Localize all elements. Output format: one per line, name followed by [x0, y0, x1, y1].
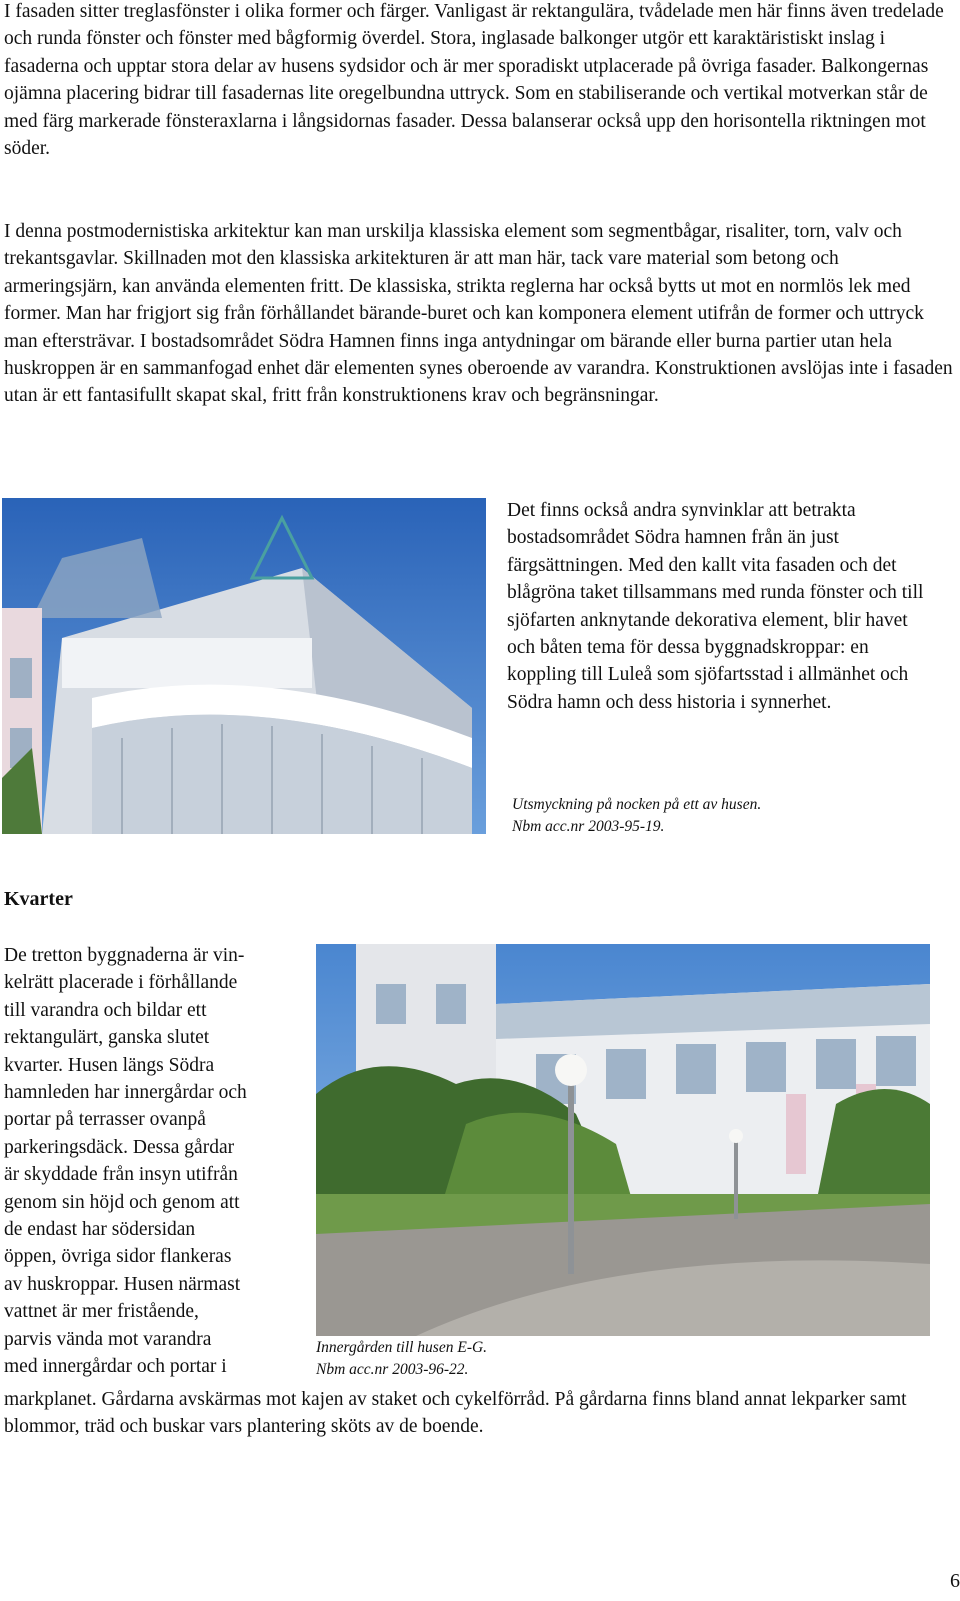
- text-line: portar på terrasser ovanpå: [4, 1109, 206, 1131]
- caption-title: Utsmyckning på nocken på ett av husen.: [512, 796, 762, 813]
- body-paragraph-continuation: markplanet. Gårdarna avskärmas mot kajen av staket och cykelförråd. På gårdarna finns bland annat lekparker samt blommor, träd och buskar vars plantering sköts av de boende.: [4, 1389, 907, 1438]
- text-line: kvarter. Husen längs Södra: [4, 1054, 215, 1076]
- caption-title: Innergården till husen E-G.: [316, 1339, 488, 1356]
- text-line: genom sin höjd och genom att: [4, 1191, 240, 1213]
- text-line: med innergårdar och portar i: [4, 1356, 227, 1378]
- photo-caption-courtyard: [316, 1337, 616, 1381]
- text-line: de endast har södersidan: [4, 1219, 196, 1241]
- courtyard-illustration: [316, 944, 930, 1336]
- body-paragraph-facade: I fasaden sitter treglasfönster i olika former och färger. Vanligast är rektangulära, tvådelade men här finns även tredelade och runda fönster och fönster med bågformig överdel. Stora, inglasade balkonger utgör ett karaktäristiskt inslag i fasaderna och upptar stora delar av husens sydsidor och är mer sporadiskt utplacerade på övriga fasader. Balkongernas ojämna placering bidrar till fasadernas lite oregelbundna uttryck. Som en stabiliserande och vertikal motverkan står de med färg markerade fönsteraxlarna i långsidornas fasader. Dessa balanserar också upp den horisontella riktningen mot söder.: [4, 1, 944, 160]
- text-line: av huskroppar. Husen närmast: [4, 1273, 241, 1295]
- body-paragraph-architecture: I denna postmodernistiska arkitektur kan man urskilja klassiska element som segmentbågar, risaliter, torn, valv och trekantsgavlar. Skillnaden mot den klassiska arkitekturen är att man här, tack vare material som betong och armeringsjärn, kan använda elementen fritt. De klassiska, strikta reglerna har också bytts ut mot en normlös lek med former. Man har frigjort sig från förhållandet bärande-buret och kan komponera element utifrån de former och uttryck man eftersträvar. I bostadsområdet Södra Hamnen finns inga antydningar om bärande eller burna partier utan hela huskroppen är en sammanfogad enhet där elementen synes oberoende av varandra. Konstruktionen avslöjas inte i fasaden utan är ett fantasifullt skapat skal, fritt från konstruktionens krav och begränsningar.: [4, 221, 953, 407]
- caption-accession: Nbm acc.nr 2003-95-19.: [512, 818, 665, 835]
- text-line: parvis vända mot varandra: [4, 1328, 212, 1350]
- text-line: är skyddade från insyn utifrån: [4, 1164, 238, 1186]
- caption-accession: Nbm acc.nr 2003-96-22.: [316, 1361, 469, 1378]
- section-heading: Kvarter: [4, 888, 73, 910]
- text-line: hamnleden har innergårdar och: [4, 1082, 247, 1104]
- building-facade-photo: [2, 498, 486, 834]
- side-paragraph-perspectives: Det finns också andra synvinklar att betrakta bostadsområdet Södra hamnen från än just färgsättningen. Med den kallt vita fasaden och det blågröna taket tillsammans med runda fönster och till sjöfarten anknytande dekorativa element, blir havet och båten tema för dessa byggnadskroppar: en koppling till Luleå som sjöfartsstad i allmänhet och Södra hamn och dess historia i synnerhet.: [507, 500, 924, 713]
- text-line: De tretton byggnaderna är vin-: [4, 945, 245, 966]
- building-balcony-illustration: [2, 498, 486, 834]
- text-line: rektangulärt, ganska slutet: [4, 1027, 210, 1049]
- text-line: parkeringsdäck. Dessa gårdar: [4, 1136, 235, 1158]
- page-number: 6: [950, 1570, 960, 1592]
- text-line: öppen, övriga sidor flankeras: [4, 1246, 232, 1268]
- text-line: vattnet är mer fristående,: [4, 1301, 199, 1323]
- side-paragraph-kvarter: [4, 942, 308, 1381]
- courtyard-photo: [316, 944, 930, 1336]
- text-line: till varandra och bildar ett: [4, 999, 207, 1021]
- photo-caption-facade: [512, 794, 932, 838]
- text-line: kelrätt placerade i förhållande: [4, 972, 238, 994]
